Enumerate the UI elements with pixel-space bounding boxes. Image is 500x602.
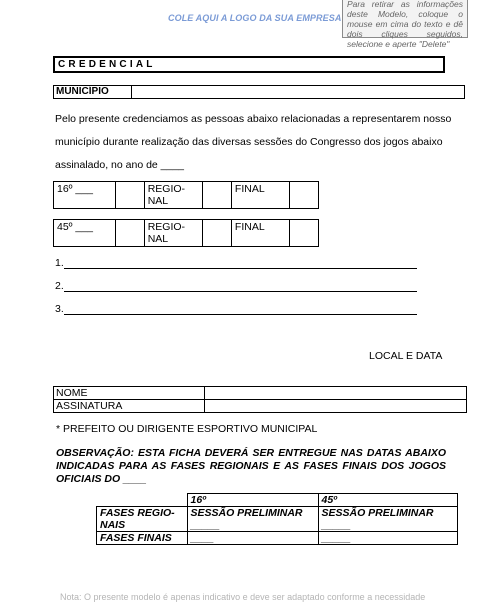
col-16-header: 16º — [187, 494, 318, 507]
assinatura-label: ASSINATURA — [54, 400, 205, 413]
nome-label: NOME — [54, 387, 205, 400]
col-45-header: 45º — [318, 494, 458, 507]
representative-line-2[interactable] — [55, 280, 417, 292]
representative-line-3[interactable] — [55, 303, 417, 315]
fases-table-16 — [53, 181, 319, 209]
regional-cell: REGIO-NAL — [144, 182, 203, 209]
fases-table-45 — [53, 219, 319, 247]
representative-line-1[interactable] — [55, 257, 417, 269]
edition-cell: 16º ___ — [54, 182, 116, 209]
edition-cell: 45º ___ — [54, 220, 116, 247]
local-data-label: LOCAL E DATA — [369, 350, 443, 362]
prefeito-note: * PREFEITO OU DIRIGENTE ESPORTIVO MUNICIPAL — [56, 423, 318, 435]
nome-value[interactable] — [205, 387, 467, 400]
blank-cell[interactable] — [203, 182, 232, 209]
final-cell: FINAL — [231, 220, 290, 247]
blank-cell[interactable] — [116, 182, 145, 209]
sessao-45-final[interactable]: _____ — [318, 532, 458, 545]
fases-regionais-label: FASES REGIO-NAIS — [97, 507, 188, 532]
document-title: CREDENCIAL — [53, 56, 445, 73]
blank-cell[interactable] — [290, 220, 319, 247]
blank-cell[interactable] — [290, 182, 319, 209]
sessao-45-regional[interactable]: SESSÃO PRELIMINAR _____ — [318, 507, 458, 532]
line-number: 3. — [55, 303, 64, 315]
faded-footer-note: Nota: O presente modelo é apenas indicativo e deve ser adaptado conforme a necessidade — [60, 592, 426, 602]
municipio-value[interactable] — [132, 86, 464, 98]
regional-cell: REGIO-NAL — [144, 220, 203, 247]
sessao-16-final[interactable]: ____ — [187, 532, 318, 545]
line-number: 1. — [55, 257, 64, 269]
fases-finais-label: FASES FINAIS — [97, 532, 188, 545]
logo-placeholder: COLE AQUI A LOGO DA SUA EMPRESA — [168, 13, 342, 23]
blank-cell[interactable] — [116, 220, 145, 247]
municipio-field — [53, 85, 465, 99]
blank-cell[interactable] — [203, 220, 232, 247]
signature-table — [53, 386, 467, 413]
empty-corner — [97, 494, 188, 507]
intro-paragraph: Pelo presente credenciamos as pessoas abaixo relacionadas a representarem nosso município durante realização das diversas sessões do Congresso dos jogos abaixo assinalado, no ano de ____ — [55, 113, 452, 171]
assinatura-value[interactable] — [205, 400, 467, 413]
observacao-text: OBSERVAÇÃO: ESTA FICHA DEVERÁ SER ENTREGUE NAS DATAS ABAIXO INDICADAS PARA AS FASES REGIONAIS E AS FASES FINAIS DOS JOGOS OFICIAIS DO ____ — [56, 447, 446, 485]
line-number: 2. — [55, 280, 64, 292]
final-cell: FINAL — [231, 182, 290, 209]
sessao-table — [96, 493, 458, 545]
instruction-note: Para retirar as informações deste Modelo, coloque o mouse em cima do texto e dê dois cliques seguidos, selecione e aperte "Delete" — [342, 0, 468, 38]
sessao-16-regional[interactable]: SESSÃO PRELIMINAR _____ — [187, 507, 318, 532]
municipio-label: MUNICÍPIO — [54, 86, 132, 98]
